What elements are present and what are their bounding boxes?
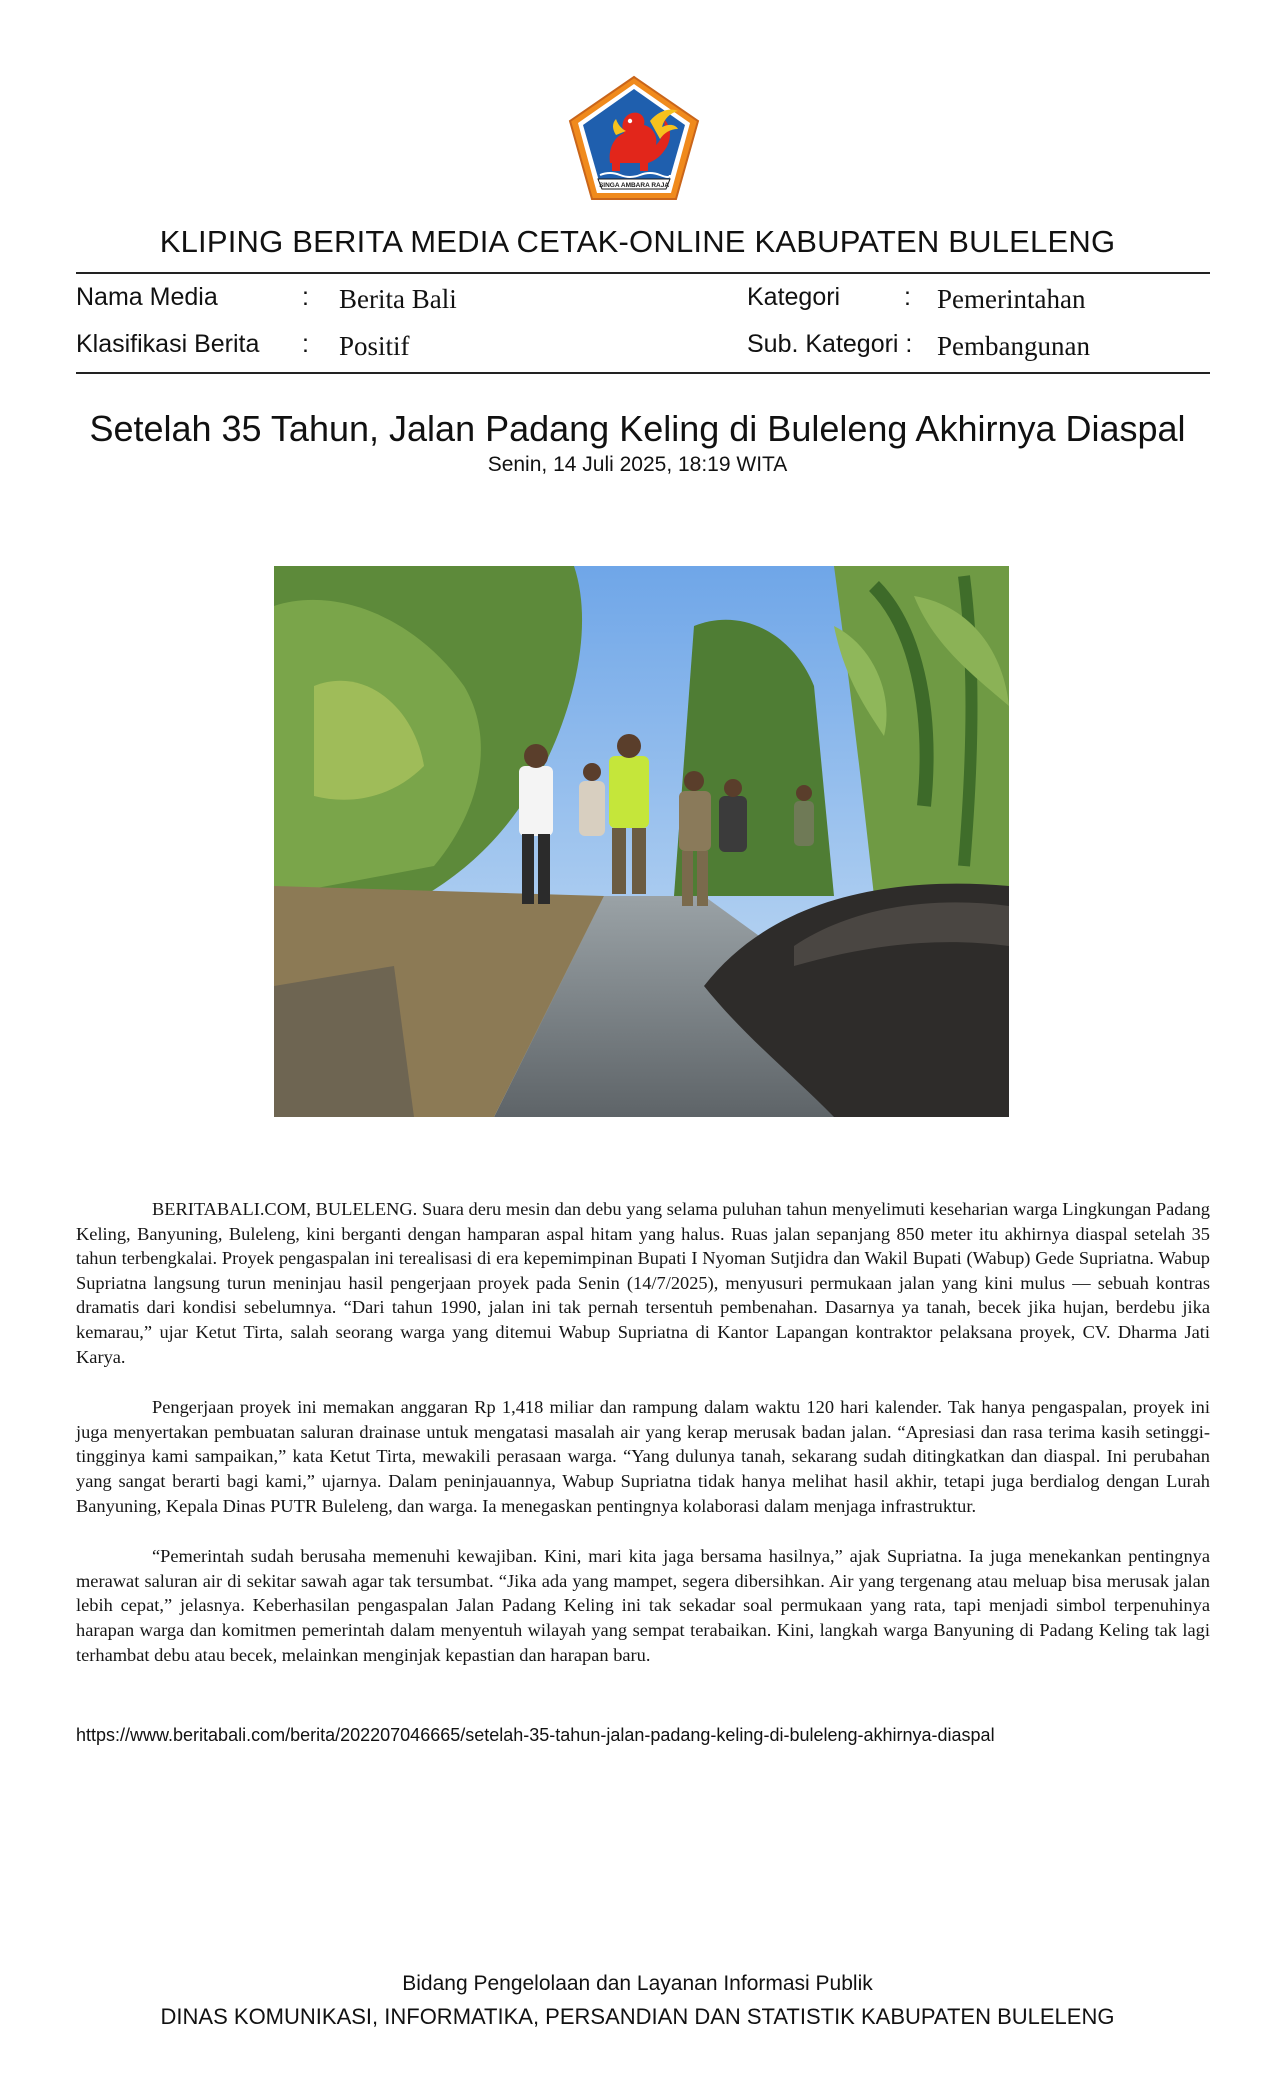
category-value: Pemerintahan	[937, 284, 1086, 314]
article-headline: Setelah 35 Tahun, Jalan Padang Keling di Buleleng Akhirnya Diaspal	[89, 408, 1186, 449]
classification-colon: :	[302, 330, 309, 358]
clipping-title: KLIPING BERITA MEDIA CETAK-ONLINE KABUPATEN BULELENG	[159, 224, 1116, 259]
media-name-value: Berita Bali	[339, 284, 457, 314]
subcategory-value: Pembangunan	[937, 331, 1090, 361]
footer-division: Bidang Pengelolaan dan Layanan Informasi Publik	[402, 1972, 873, 1995]
article-paragraph: BERITABALI.COM, BULELENG. Suara deru mesin dan debu yang selama puluhan tahun menyelimuti keseharian warga Lingkungan Padang Keling, Banyuning, Buleleng, kini berganti dengan hamparan aspal hitam yang halus. Ruas jalan sepanjang 850 meter itu akhirnya diaspal setelah 35 tahun terbengkalai. Proyek pengaspalan ini terealisasi di era kepemimpinan Bupati I Nyoman Sutjidra dan Wakil Bupati (Wabup) Gede Supriatna. Wabup Supriatna langsung turun meninjau hasil pengerjaan proyek pada Senin (14/7/2025), menyusuri permukaan jalan yang kini mulus — sebuah kontras dramatis dari kondisi sebelumnya. “Dari tahun 1990, jalan ini tak pernah tersentuh pembenahan. Dasarnya ya tanah, becek jika hujan, berdebu jika kemarau,” ujar Ketut Tirta, salah seorang warga yang ditemui Wabup Supriatna di Kantor Lapangan kontraktor pelaksana proyek, CV. Dharma Jati Karya.	[76, 1199, 1210, 1367]
article-dateline: Senin, 14 Juli 2025, 18:19 WITA	[487, 453, 788, 476]
classification-label: Klasifikasi Berita	[76, 330, 260, 358]
footer-agency: DINAS KOMUNIKASI, INFORMATIKA, PERSANDIAN DAN STATISTIK KABUPATEN BULELENG	[160, 2004, 1115, 2029]
header-rule-bottom	[76, 372, 1210, 374]
article-body	[76, 1197, 1210, 1693]
header-rule-top	[76, 272, 1210, 274]
article-paragraph: “Pemerintah sudah berusaha memenuhi kewajiban. Kini, mari kita jaga bersama hasilnya,” ajak Supriatna. Ia juga menekankan pentingnya merawat saluran air di sekitar sawah agar tak tersumbat. “Jika ada yang mampet, segera dibersihkan. Air yang tergenang atau meluap bisa merusak jalan lebih cepat,” jelasnya. Keberhasilan pengaspalan Jalan Padang Keling ini tak sekadar soal permukaan yang rata, tapi menjadi simbol terpenuhinya harapan warga dan komitmen pemerintah dalam menyentuh wilayah yang sempat terabaikan. Kini, langkah warga Banyuning di Padang Keling tak lagi terhambat debu atau becek, melainkan menginjak kepastian dan harapan baru.	[76, 1546, 1210, 1665]
media-name-label: Nama Media	[76, 283, 218, 311]
category-label: Kategori	[747, 283, 841, 311]
article-photo	[274, 566, 1009, 1117]
source-url[interactable]: https://www.beritabali.com/berita/202207046665/setelah-35-tahun-jalan-padang-keling-di-buleleng-akhirnya-diaspal	[76, 1725, 995, 1745]
media-name-colon: :	[302, 283, 309, 311]
svg-text:SINGA AMBARA RAJA: SINGA AMBARA RAJA	[598, 182, 670, 189]
subcategory-label: Sub. Kategori :	[747, 330, 913, 358]
category-colon: :	[904, 283, 911, 311]
article-paragraph: Pengerjaan proyek ini memakan anggaran Rp 1,418 miliar dan rampung dalam waktu 120 hari kalender. Tak hanya pengaspalan, proyek ini juga menyertakan pembuatan saluran drainase untuk mengatasi masalah air yang kerap merusak badan jalan. “Apresiasi dan rasa terima kasih setinggi-tingginya kami sampaikan,” kata Ketut Tirta, mewakili perasaan warga. “Yang dulunya tanah, sekarang sudah ditingkatkan dan diaspal. Ini perubahan yang sangat berarti bagi kami,” ujarnya. Dalam peninjauannya, Wabup Supriatna tidak hanya melihat hasil akhir, tetapi juga berdialog dengan Lurah Banyuning, Kepala Dinas PUTR Buleleng, dan warga. Ia menegaskan pentingnya kolaborasi dalam menjaga infrastruktur.	[76, 1397, 1210, 1516]
buleleng-emblem-logo	[566, 75, 702, 203]
classification-value: Positif	[339, 331, 410, 361]
